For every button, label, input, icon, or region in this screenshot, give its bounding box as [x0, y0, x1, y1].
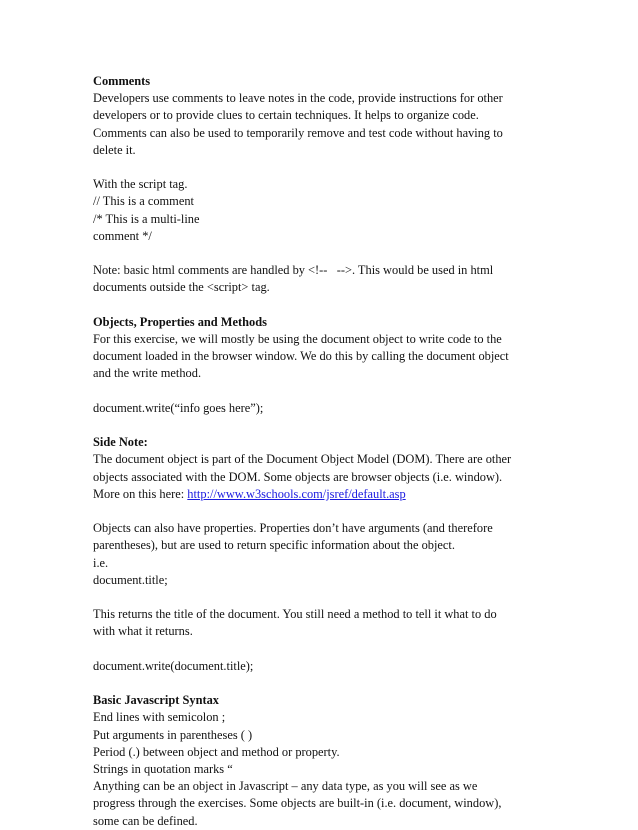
- document-body: [93, 73, 553, 830]
- spacer: [93, 245, 553, 262]
- spacer: [93, 297, 553, 314]
- w3schools-link[interactable]: http://www.w3schools.com/jsref/default.asp: [187, 486, 406, 501]
- code-comment-line: comment */: [93, 228, 152, 243]
- syntax-section: [93, 692, 553, 830]
- comments-heading: Comments: [93, 74, 151, 88]
- script-intro-text: With the script tag.: [93, 177, 188, 192]
- objects-section: [93, 314, 553, 417]
- code-comment-line: // This is a comment: [93, 194, 194, 209]
- returns-paragraph-line: This returns the title of the document. You still need a method to tell it what to do: [93, 607, 497, 622]
- side-note-heading: Side Note:: [93, 435, 148, 450]
- syntax-paragraph-line: progress through the exercises. Some objects are built-in (i.e. document, window),: [93, 796, 502, 811]
- properties-paragraph-line: parentheses), but are used to return specific information about the object.: [93, 538, 455, 553]
- properties-section: [93, 520, 553, 675]
- spacer: [93, 383, 553, 400]
- comments-section: [93, 73, 553, 297]
- spacer: [93, 417, 553, 434]
- objects-heading: Objects, Properties and Methods: [93, 314, 267, 329]
- side-note-section: [93, 434, 553, 503]
- document-write-title-example: document.write(document.title);: [93, 658, 254, 673]
- html-comment-note-line: documents outside the <script> tag.: [93, 280, 270, 295]
- document-title-example: document.title;: [93, 572, 168, 587]
- side-note-line: The document object is part of the Document Object Model (DOM). There are other: [93, 452, 512, 467]
- properties-paragraph-line: Objects can also have properties. Properties don’t have arguments (and therefore: [93, 521, 493, 536]
- spacer: [93, 641, 553, 658]
- objects-paragraph-line: and the write method.: [93, 366, 202, 381]
- syntax-rule-line: End lines with semicolon ;: [93, 710, 226, 725]
- returns-paragraph-line: with what it returns.: [93, 624, 193, 639]
- spacer: [93, 675, 553, 692]
- code-comment-line: /* This is a multi-line: [93, 211, 200, 226]
- comments-paragraph-line: Developers use comments to leave notes in the code, provide instructions for other: [93, 91, 503, 106]
- spacer: [93, 589, 553, 606]
- syntax-rule-line: Period (.) between object and method or property.: [93, 744, 340, 759]
- properties-paragraph-line: i.e.: [93, 555, 109, 570]
- comments-paragraph-line: developers or to provide clues to certain techniques. It helps to organize code.: [93, 108, 479, 123]
- more-info-line: [93, 486, 553, 503]
- more-info-prefix: More on this here:: [93, 486, 188, 501]
- side-note-line: objects associated with the DOM. Some objects are browser objects (i.e. window).: [93, 469, 503, 484]
- document-write-example: document.write(“info goes here”);: [93, 400, 264, 415]
- comments-paragraph-line: Comments can also be used to temporarily remove and test code without having to: [93, 125, 503, 140]
- spacer: [93, 159, 553, 176]
- comments-paragraph-line: delete it.: [93, 142, 136, 157]
- syntax-rule-line: Put arguments in parentheses ( ): [93, 727, 253, 742]
- spacer: [93, 503, 553, 520]
- syntax-paragraph-line: Anything can be an object in Javascript – any data type, as you will see as we: [93, 779, 478, 794]
- syntax-rule-line: Strings in quotation marks “: [93, 761, 233, 776]
- syntax-heading: Basic Javascript Syntax: [93, 693, 219, 708]
- objects-paragraph-line: For this exercise, we will mostly be using the document object to write code to the: [93, 332, 502, 346]
- html-comment-note-line: Note: basic html comments are handled by <!-- -->. This would be used in html: [93, 263, 494, 278]
- syntax-paragraph-line: some can be defined.: [93, 813, 198, 828]
- objects-paragraph-line: document loaded in the browser window. We do this by calling the document object: [93, 349, 509, 364]
